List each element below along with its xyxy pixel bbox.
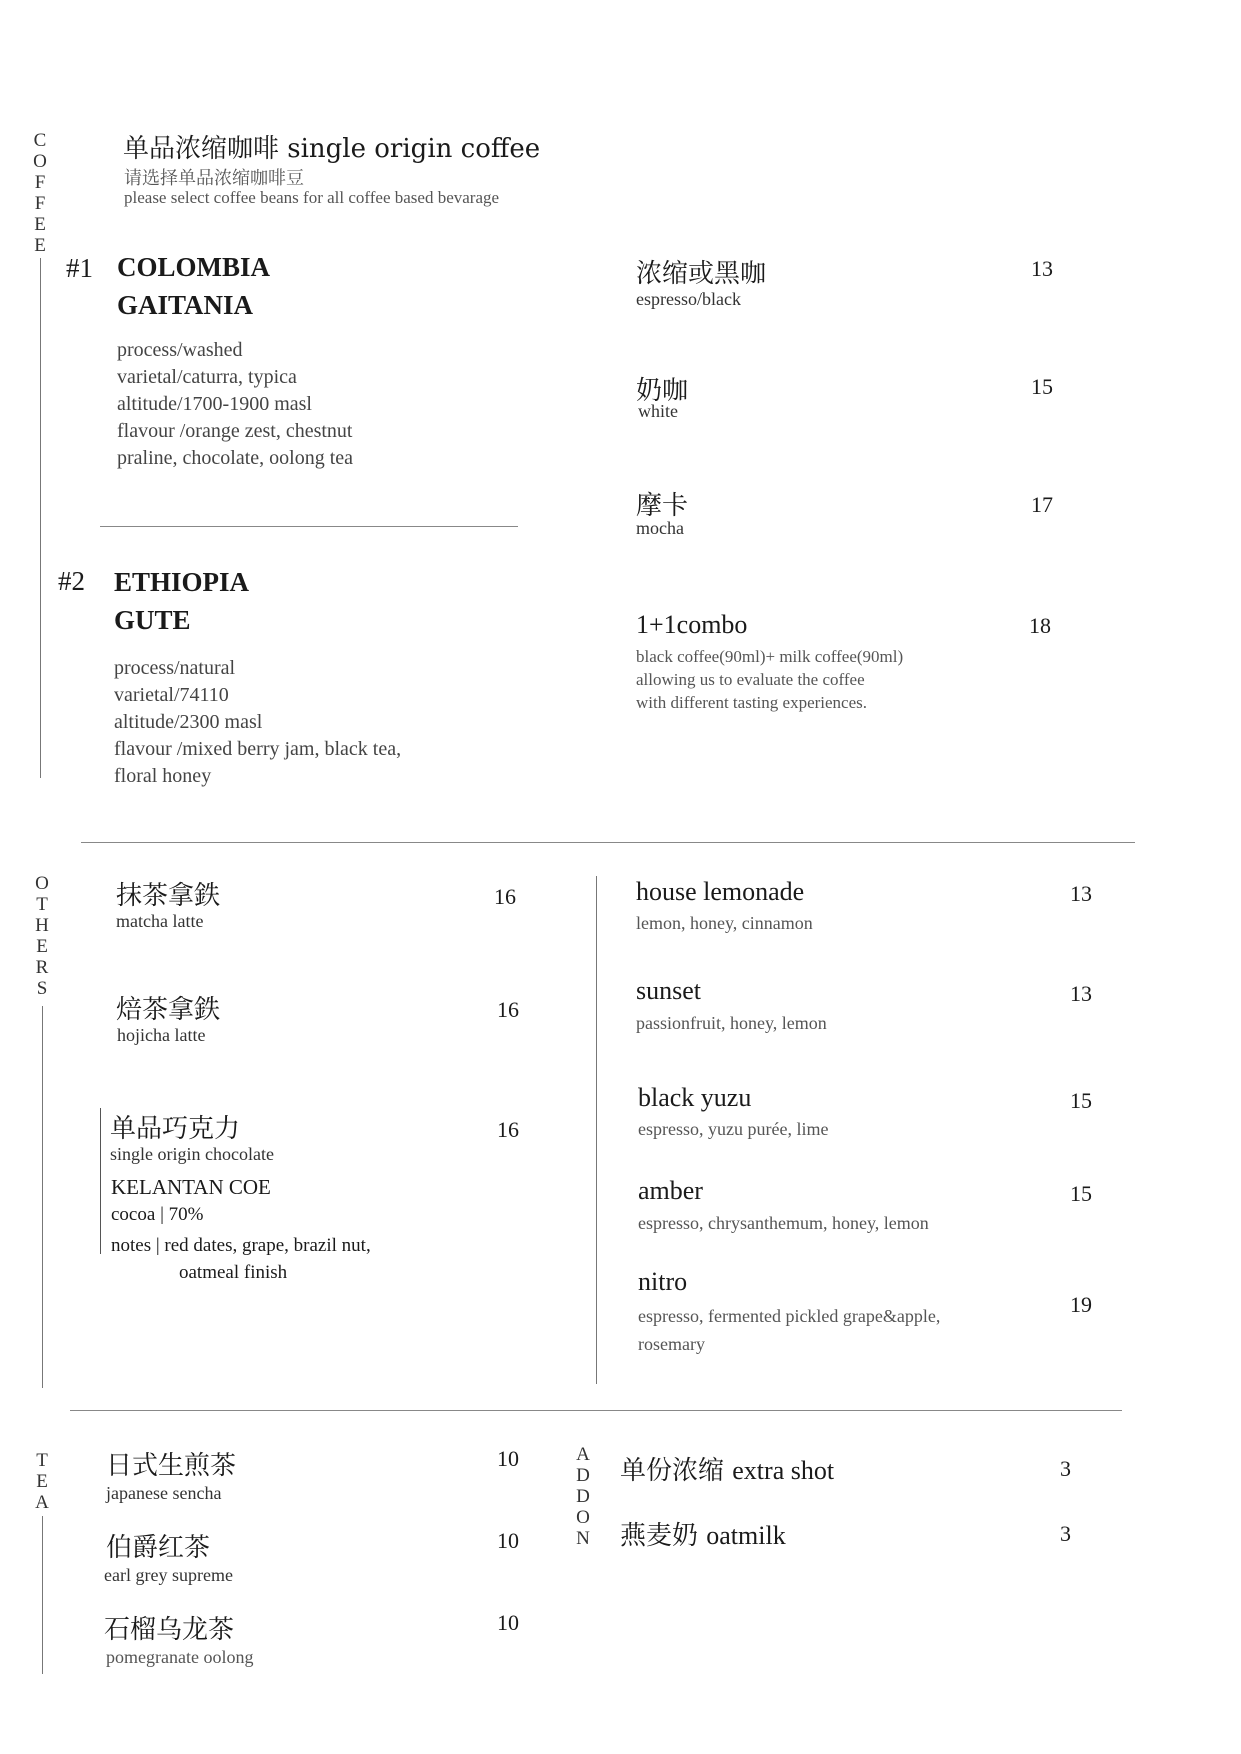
drink-name: house lemonade xyxy=(636,877,805,906)
drink-desc: espresso, chrysanthemum, honey, lemon xyxy=(638,1213,929,1233)
coffee-item-en: white xyxy=(638,401,678,421)
header-subtitle-en: please select coffee beans for all coffee based bevarage xyxy=(124,188,500,207)
tea-item-name: 石榴乌龙茶 xyxy=(104,1615,235,1645)
drink-desc: espresso, fermented pickled grape&apple, rosemary xyxy=(638,1306,941,1354)
tea-item-price: 10 xyxy=(497,1610,519,1635)
section-divider xyxy=(81,842,1135,843)
drink-name: nitro xyxy=(638,1267,688,1296)
tea-section-label: T E A xyxy=(35,1450,49,1513)
drink-price: 15 xyxy=(1070,1088,1092,1113)
drink-price: 15 xyxy=(1070,1181,1092,1206)
others-item-en: single origin chocolate xyxy=(110,1144,274,1164)
coffee-item-en: mocha xyxy=(636,518,684,538)
coffee-item-name: 奶咖 xyxy=(636,376,689,406)
bean-number: #1 xyxy=(66,253,93,283)
others-item-name: 焙茶拿鉄 xyxy=(116,995,221,1025)
tea-item-en: japanese sencha xyxy=(106,1483,222,1503)
tea-item-price: 10 xyxy=(497,1446,519,1471)
tea-item-en: earl grey supreme xyxy=(104,1565,233,1585)
coffee-item-en: espresso/black xyxy=(636,289,741,309)
coffee-item-price: 18 xyxy=(1029,613,1051,638)
tea-item-price: 10 xyxy=(497,1528,519,1553)
others-section-label: O T H E R S xyxy=(35,873,49,999)
bean-details: process/washed varietal/caturra, typica altitude/1700-1900 masl flavour /orange zest, chestnut praline, chocolate, oolong tea xyxy=(117,339,354,469)
coffee-item-name: 1+1combo xyxy=(636,610,748,639)
others-item-name: 抹茶拿鉄 xyxy=(116,881,221,911)
drink-desc: lemon, honey, cinnamon xyxy=(636,913,813,933)
chocolate-accent-line xyxy=(100,1108,101,1254)
chocolate-origin: KELANTAN COE xyxy=(111,1175,271,1199)
addon-item-price: 3 xyxy=(1060,1456,1071,1481)
tea-section-divider xyxy=(42,1516,43,1674)
others-item-en: matcha latte xyxy=(116,911,204,931)
others-item-price: 16 xyxy=(494,884,516,909)
bean-divider xyxy=(100,526,518,527)
coffee-item-price: 13 xyxy=(1031,256,1053,281)
addon-item-price: 3 xyxy=(1060,1521,1071,1546)
drink-desc: passionfruit, honey, lemon xyxy=(636,1013,827,1033)
coffee-item-name: 浓缩或黑咖 xyxy=(636,259,767,289)
coffee-section-divider xyxy=(40,258,41,778)
tea-item-name: 伯爵红茶 xyxy=(106,1533,211,1563)
addon-item-name: 单份浓缩 extra shot xyxy=(620,1456,835,1486)
drink-name: amber xyxy=(638,1176,703,1205)
bean-number: #2 xyxy=(58,566,85,596)
combo-notes: black coffee(90ml)+ milk coffee(90ml) allowing us to evaluate the coffee with different tasting experiences. xyxy=(636,647,904,712)
bean-details: process/natural varietal/74110 altitude/2300 masl flavour /mixed berry jam, black tea, floral honey xyxy=(114,657,402,787)
bean-name: ETHIOPIA GUTE xyxy=(114,567,250,635)
others-item-price: 16 xyxy=(497,1117,519,1142)
coffee-item-name: 摩卡 xyxy=(636,491,689,521)
tea-item-name: 日式生煎茶 xyxy=(106,1451,237,1481)
drink-price: 13 xyxy=(1070,881,1092,906)
addon-section-label: A D D O N xyxy=(576,1444,590,1549)
coffee-item-price: 17 xyxy=(1031,492,1053,517)
drink-name: black yuzu xyxy=(638,1083,752,1112)
chocolate-cocoa: cocoa | 70% xyxy=(111,1204,204,1225)
others-section-divider xyxy=(42,1006,43,1388)
tea-item-en: pomegranate oolong xyxy=(106,1647,254,1667)
others-item-en: hojicha latte xyxy=(117,1025,206,1045)
header-subtitle-zh: 请选择单品浓缩咖啡豆 xyxy=(124,168,304,189)
coffee-section-label: C O F F E E xyxy=(33,130,47,256)
section-divider xyxy=(70,1410,1122,1411)
drink-name: sunset xyxy=(636,976,701,1005)
others-column-divider xyxy=(596,876,597,1384)
chocolate-notes: notes | red dates, grape, brazil nut, oatmeal finish xyxy=(111,1235,371,1283)
bean-name: COLOMBIA GAITANIA xyxy=(117,252,271,320)
drink-desc: espresso, yuzu purée, lime xyxy=(638,1119,829,1139)
header-title: 单品浓缩咖啡 single origin coffee xyxy=(123,134,541,164)
drink-price: 13 xyxy=(1070,981,1092,1006)
others-item-price: 16 xyxy=(497,997,519,1022)
others-item-name: 单品巧克力 xyxy=(110,1114,241,1144)
coffee-item-price: 15 xyxy=(1031,374,1053,399)
drink-price: 19 xyxy=(1070,1292,1092,1317)
addon-item-name: 燕麦奶 oatmilk xyxy=(620,1521,786,1551)
